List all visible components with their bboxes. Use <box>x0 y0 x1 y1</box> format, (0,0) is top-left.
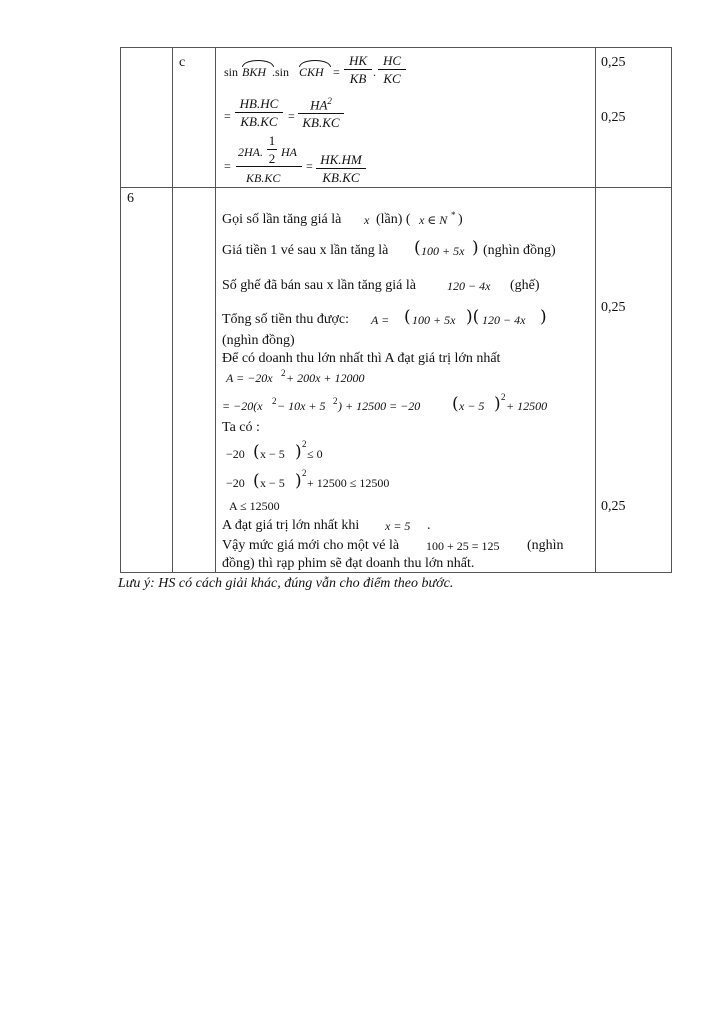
score-c-1: 0,25 <box>601 55 626 70</box>
sin-dot-text: .sin <box>272 65 290 79</box>
fraction-bar <box>236 166 302 167</box>
question-label: 6 <box>127 191 134 206</box>
angle-bkh: BKH <box>242 65 266 79</box>
answer-key-page: c sin BKH .sin CKH = HK KB . HC KC = HB.HC KB.KC = $HA^2$ KB.KC = 2HA. 1 2 HA KB.KC = HK.HM KB.KC 0,25 0,25 6 Gọi số lần tăng giá là x (lần) ( x ∈ N * ) Giá tiền 1 vé sau x lần tăng là ( 100 + 5x ) (nghìn đồng) Số ghế đã bán sau x lần tăng giá là 120 − 4x (ghế) Tổng số tiền thu được: A = ( 100 + 5x )( 120 − 4x ) (nghìn đồng) Để có doanh thu lớn nhất thì A đạt giá trị lớn nhất A = −20x 2 + 200x + 12000 = −20(x 2 − 10x + 5 2 ) + 12500 = −20 ( x − 5 ) 2 + 12500 Ta có : −20 ( x − 5 ) 2 ≤ 0 −20 ( x − 5 ) 2 + 12500 ≤ 12500 A ≤ 12500 A đạt giá trị lớn nhất khi x = 5 . Vậy mức giá mới cho một vé là 100 + 25 = 125 (nghìn đồng) thì rạp phim sẽ đạt doanh thu lớn nhất. 0,25 0,25 Lưu ý: HS có cách giải khác, đúng vẫn cho điểm theo bước. <box>0 0 725 1024</box>
fraction-ha2-kbkc: $HA^2$ KB.KC <box>298 97 344 129</box>
equals-sign: = <box>224 159 231 173</box>
fraction-one-half: 1 2 <box>268 133 276 166</box>
sin-text: sin <box>224 65 239 79</box>
text-line-9: Ta có : <box>222 420 260 435</box>
score-c-2: 0,25 <box>601 110 626 125</box>
numerator-2ha: 2HA. <box>238 145 263 159</box>
dot-operator: . <box>373 65 376 79</box>
part-label: c <box>179 55 186 70</box>
score-6-1: 0,25 <box>601 300 626 315</box>
angle-arc-ckh <box>299 60 331 67</box>
equals-sign: = <box>306 159 313 173</box>
equals-sign: = <box>333 65 340 79</box>
fraction-hc-kc: HC KC <box>378 54 406 85</box>
text-line-6: Để có doanh thu lớn nhất thì A đạt giá trị lớn nhất <box>222 351 501 366</box>
score-6-2: 0,25 <box>601 499 626 514</box>
numerator-ha: HA <box>281 145 297 159</box>
fraction-hkhm-kbkc: HK.HM KB.KC <box>316 153 366 184</box>
text-line-15: đồng) thì rạp phim sẽ đạt doanh thu lớn nhất. <box>222 556 475 571</box>
denominator-kbkc: KB.KC <box>246 171 281 185</box>
equals-sign: = <box>224 109 231 123</box>
fraction-hbhc-kbkc: HB.HC KB.KC <box>235 97 283 128</box>
angle-arc-bkh <box>242 60 274 67</box>
text-line-5: (nghìn đồng) <box>222 333 295 348</box>
angle-ckh: CKH <box>299 65 324 79</box>
fraction-hk-kb: HK KB <box>344 54 372 85</box>
grading-note: Lưu ý: HS có cách giải khác, đúng vẫn cho điểm theo bước. <box>118 576 454 591</box>
equals-sign: = <box>288 109 295 123</box>
formula-line-12: A ≤ 12500 <box>229 499 280 513</box>
